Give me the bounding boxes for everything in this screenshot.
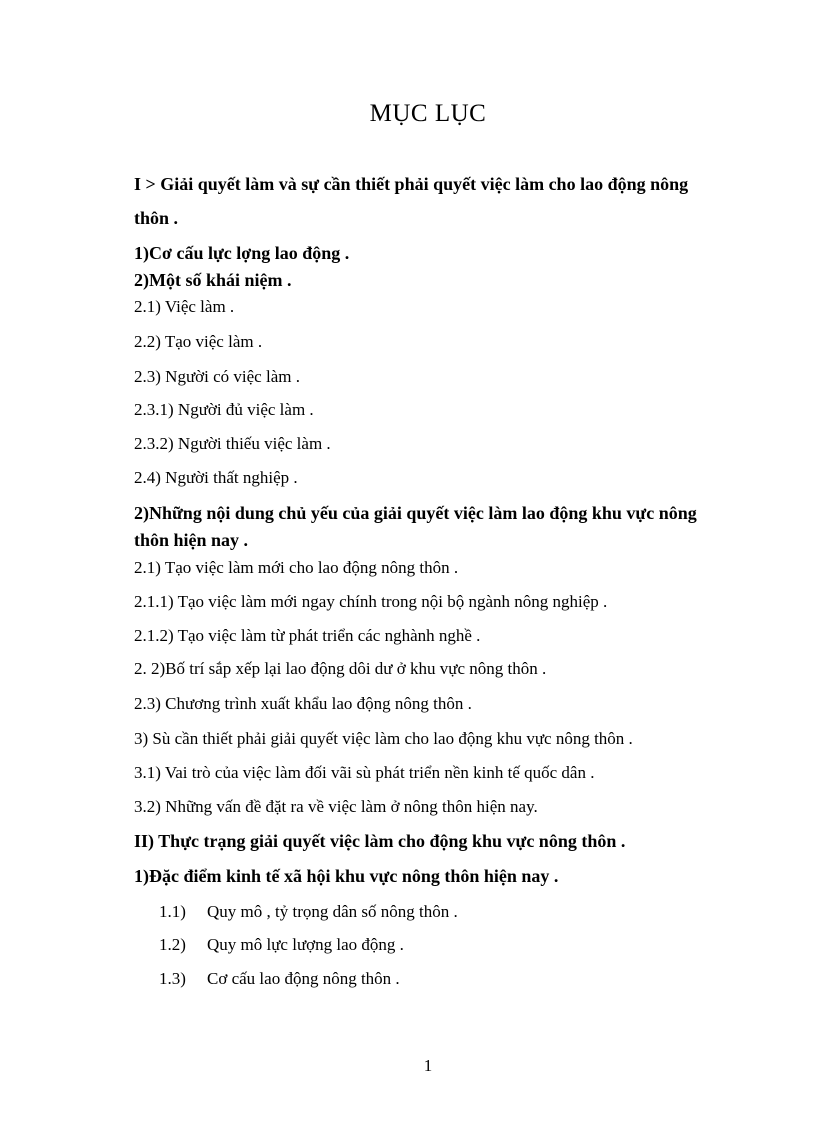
toc-sub-entry-number: 1.2) (159, 935, 186, 954)
page-number: 1 (423, 1056, 433, 1075)
toc-entry: thôn hiện nay . (134, 530, 249, 550)
toc-entry: 2.2) Tạo việc làm . (134, 332, 263, 351)
toc-entry: 3.1) Vai trò của việc làm đối vãi sù phát triển nền kinh tế quốc dân . (134, 763, 595, 782)
toc-entry: II) Thực trạng giải quyết việc làm cho động khu vực nông thôn . (134, 831, 626, 851)
toc-entry: 2.1.1) Tạo việc làm mới ngay chính trong nội bộ ngành nông nghiệp . (134, 592, 608, 611)
toc-entry: 2.1.2) Tạo việc làm từ phát triển các nghành nghề . (134, 626, 481, 645)
toc-entry: 2)Những nội dung chủ yếu của giải quyết việc làm lao động khu vực nông (134, 503, 697, 523)
toc-entry: 2.1) Tạo việc làm mới cho lao động nông thôn . (134, 558, 459, 577)
toc-entry: I > Giải quyết làm và sự cần thiết phải quyết việc làm cho lao động nông (134, 174, 689, 194)
toc-sub-entry-text: Quy mô lực lượng lao động . (207, 935, 404, 954)
toc-entry: 1)Cơ cấu lực lợng lao động . (134, 243, 350, 263)
toc-sub-entry (159, 902, 458, 922)
toc-entry: 2.3.1) Người đủ việc làm . (134, 400, 314, 419)
toc-entry: 2. 2)Bố trí sắp xếp lại lao động dôi dư ở khu vực nông thôn . (134, 659, 547, 678)
toc-entry: 1)Đặc điểm kinh tế xã hội khu vực nông thôn hiện nay . (134, 866, 559, 886)
toc-entry: 3.2) Những vấn đề đặt ra về việc làm ở nông thôn hiện nay. (134, 797, 538, 816)
toc-sub-entry-number: 1.3) (159, 969, 186, 988)
toc-sub-entry-text: Quy mô , tỷ trọng dân số nông thôn . (207, 902, 458, 921)
toc-sub-entry-text: Cơ cấu lao động nông thôn . (207, 969, 400, 988)
toc-sub-entry (159, 935, 404, 955)
toc-entry: 2.3) Người có việc làm . (134, 367, 300, 386)
toc-entry: 2.4) Người thất nghiệp . (134, 468, 298, 487)
toc-entry: 3) Sù cần thiết phải giải quyết việc làm cho lao động khu vực nông thôn . (134, 729, 633, 748)
toc-entry: 2.1) Việc làm . (134, 297, 235, 316)
toc-entry: 2)Một số khái niệm . (134, 270, 292, 290)
toc-sub-entry (159, 969, 400, 989)
toc-title: MỤC LỤC (369, 100, 487, 127)
toc-entry: 2.3) Chương trình xuất khẩu lao động nông thôn . (134, 694, 472, 713)
toc-entry: 2.3.2) Người thiếu việc làm . (134, 434, 331, 453)
toc-entry: thôn . (134, 208, 179, 228)
toc-sub-entry-number: 1.1) (159, 902, 186, 921)
